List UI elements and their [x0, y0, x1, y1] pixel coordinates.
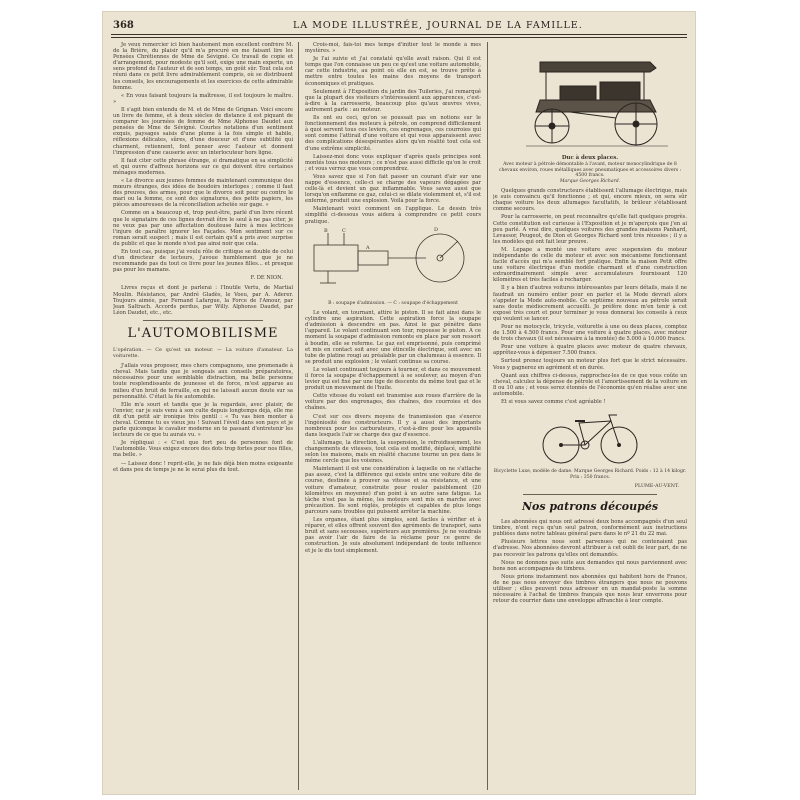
paragraph: Surtout prenez toujours un moteur plus fort que le strict nécessaire. Vous y gagnerez en agrément et en durée.	[493, 358, 687, 371]
section-lead: L'opération. — Ce qu'est un moteur. — La voiture d'amateur. La voiturette.	[113, 346, 293, 360]
paragraph: Il s'agit bien entendu de M. et de Mme de Grignan. Voici encore un livre de femme, et à deux siècles de distance il est piquant de comparer les journées de femme de Mme Alphonse Daudet aux pensées de Mme de Sévigné. Courtes notations d'un sentiment exquis, paysages saisis d'une plume à la fois simple et habile, réflexions délicates, sûres, d'une douceur et d'une subtilité qui charment, retiennent, font penser avec l'auteur et donnent l'impression d'une causerie avec un interlocuteur hors ligne.	[113, 106, 293, 156]
paragraph: Maintenant voici comment on l'applique. Le dessin très simplifié ci-dessous vous aidera à comprendre ce petit cours pratique.	[305, 206, 481, 225]
column-divider-2	[487, 42, 488, 790]
paragraph: « Le divorce aux jeunes femmes de maintenant communique des mœurs étranges, des idées de boudoirs interlopes ; comme il faut des preuves, des armes, pour que le divorce soit pour ou contre le mari ou la femme, ce sont des signatures, des petits papiers, les pièces amoureuses de la réconciliation achetée sur gage. »	[113, 177, 293, 209]
column-3	[493, 42, 687, 788]
car-illustration	[500, 42, 680, 154]
section-title-patrons: Nos patrons découpés	[521, 500, 659, 514]
paragraph: Seulement à l'Exposition du jardin des Tuileries, j'ai remarqué que la plupart des visiteurs s'intéressaient aux apparences, c'est-à-dire à la carrosserie, beaucoup plus qu'aux œuvres vives, autrement parle : au moteur.	[305, 88, 481, 113]
paragraph: Pour ne motocycle, tricycle, voiturette à une ou deux places, comptez de 1.500 à 4.500 francs. Pour une voiture à quatre places, avec moteur de trois chevaux (il est nécessaire à la montée) de 5.000 à 10.000 francs.	[493, 324, 687, 343]
paragraph: Pour une voiture à quatre places avec moteur de quatre chevaux, apprêtez-vous à dépenser 7.500 francs.	[493, 344, 687, 357]
paragraph: Maintenant il est une considération à laquelle on ne s'attache pas assez, c'est la différence qui existe entre une voiture dite de course, destinée à prouver sa vitesse et sa résistance, et une voiture d'amateur, construite pour rouler paisiblement (20 kilomètres en moyenne) d'un point à un autre sans fatigue. La tâche n'est pas la même, les moteurs sont mis en marche avec précaution. Ils sont réglés, protégés et capables de plus longs parcours sans troubles qui puissent arrêter la machine.	[305, 466, 481, 515]
header-rule-bottom	[111, 37, 687, 38]
paragraph: M. Lepape a monté une voiture avec suspension du moteur indépendante de celle du moteur et avec son mécanisme fonctionnant facile d'accès qui m'a semblé fort pratique. Enfin la maison Petit offre une voiture électrique d'un modèle charmant et d'une construction extraordinairement simple avec accumulateurs fournissant 120 kilomètres et très faciles à recharger.	[493, 246, 687, 284]
paragraph: Les organes, étant plus simples, sont faciles à vérifier et à réparer, et elles offrent souvent des agréments de transport, sans bruit et sans secousses, supérieurs aux premières. Je ne voudrais pas avoir l'air de faire de la réclame pour ce genre de construction. Je suis absolument indépendant de toute influence et je le dis tout simplement.	[305, 517, 481, 554]
paragraph: En tout cas, puisque j'ai voulu rôle de critique se double de celui d'un directeur de lecteurs, j'avoue humblement que je ne recommande pas du tout ce livre pour les jeunes filles... et presque pas pour les mamans.	[113, 249, 293, 274]
paragraph: Je répliquai : « C'est que fort peu de personnes font de l'automobile. Vous exigez encore des dots trop fortes pour nos filles, ma belle. »	[113, 440, 293, 459]
magazine-page	[103, 12, 695, 794]
car-caption	[493, 156, 687, 184]
engine-diagram-caption: B : soupape d'admission. — C : soupape d'échappement	[328, 300, 458, 306]
paragraph: Plusieurs lettres nous sont parvenues qui ne contenaient pas d'adresse. Nos abonnées devront attribuer à cet oubli de leur part, de ne pas recevoir les patrons qu'elles ont demandés.	[493, 539, 687, 558]
paragraph: Le volant, en tournant, attire le piston. Il se fait ainsi dans le cylindre une aspiration. Cette aspiration force la soupape d'admission à descendre en pas. Ainsi le gaz pénètre dans l'appareil. Le volant continuant son tour, repousse le piston. A ce moment la soupape d'admission remonte en place par son ressort à boudin, elle se referme. Le gaz est emprisonné, puis comprimé et mis en contact soit avec une étincelle électrique, soit avec un tube de platine rougi au préalable par un chalumeau à essence. Il se produit une explosion ; le volant continue sa course.	[305, 310, 481, 365]
paragraph: Le volant continuant toujours à tourner, et dans ce mouvement il force la soupape d'échappement à se soulever, au moyen d'un levier qui est fixé par une tige de descente du même tout gaz et le produit un mouvement de l'huile.	[305, 366, 481, 392]
svg-text:C: C	[342, 227, 346, 234]
bicycle-caption: Bicyclette Luxe, modèle de dame. Marque Georges Richard. Poids : 12 à 14 kilogr. Prix : 350 francs.	[493, 469, 687, 480]
paragraph: Et si vous savez comme c'est agréable !	[501, 399, 606, 406]
paragraph: Laissez-moi donc vous expliquer d'après quels principes sont montés tous nos moteurs ; ce n'est pas aussi difficile qu'on le croit ; et vous verrez que vous comprendrez.	[305, 153, 481, 172]
paragraph: Quelques grands constructeurs établissent l'allumage électrique, mais je suis convaincu qu'il fonctionne ; et qui, encore mieux, on sera sûr chaque voiture les deux allumages facultatifs, le brûleur s'établissant comme secours.	[493, 188, 687, 213]
paragraph: J'allais vous proposer, mes chers compagnons, une promenade à cheval. Mais tandis que je songeais aux conseils préparatoires, nécessaires pour une semblable distraction, ma belle personne toute resplendissante de jeunesse et de force, m'est apparue au milieu d'un bruit de ferraille, en qui ne laissait aucun doute sur sa personnalité. C'était la fée automobile.	[113, 363, 293, 400]
paragraph: Les abonnées qui nous ont adressé deux bons accompagnés d'un seul timbre, n'ont reçu qu'un seul patron, conformément aux instructions publiées dans notre tableau général paru dans le nº 21 du 22 mai.	[493, 519, 687, 538]
journal-title: LA MODE ILLUSTRÉE, JOURNAL DE LA FAMILLE.	[293, 20, 583, 31]
paragraph: Pour la carrosserie, on peut reconnaître qu'elle fait quelques progrès. Cette constitution est curieuse à l'Exposition et je m'aperçois que j'en ai peu parlé. A vrai dire, quelques voitures des grandes maisons Panhard, Levassor, Peugeot, de Dion et Georges Richard sont très réussies ; il y a les modèles qui ont fait leur preuve.	[493, 214, 687, 245]
paragraph: Crois-moi, fais-toi mes temps d'initier tout le monde à mes mystères. »	[305, 42, 481, 55]
paragraph: L'allumage, la direction, la suspension, le refroidissement, les changements de vitesses, tout cela est modifié, déplacé, simplifié selon les maisons, mais en réalité chacune tourne un peu dans le même cercle que les voisines.	[305, 439, 481, 465]
engine-diagram	[308, 227, 478, 299]
column-divider-1	[298, 42, 299, 790]
svg-text:B: B	[324, 227, 328, 234]
svg-text:A: A	[366, 244, 370, 251]
paragraph: Il faut citer cette phrase étrange, si dramatique en sa simplicité et qui ouvre d'affreux horizons sur ce qui doivent être certaines ménages modernes.	[113, 157, 293, 176]
header-rule-top	[111, 34, 687, 35]
paragraph: Elle m'a souri et tandis que je la regardais, avec plaisir, de l'envier, car je suis venu à son culte depuis longtemps déjà, elle me dit d'un petit air ironique très gentil : « Tu vas bien monter à cheval. Comme tu es vieux jeu ! Suivant l'éveil dans son pays et je parle quiconque le cavalier moderne en te passant d'entretenir les lecteurs de ce que tu aurais vu. »	[113, 401, 293, 439]
paragraph: Vous savez que si l'on fait passer un courant d'air sur une nappe d'essence, celle-ci se charge des vapeurs dégagées par celle-là et devient un gaz inflammable. Vous savez aussi que lorsqu'on enflamme ce gaz, celui-ci se dilate violemment et, s'il est enfermé, produit une explosion. Voilà pour la force.	[305, 173, 481, 205]
paragraph: Je l'ai suivie et j'ai constaté qu'elle avait raison. Qui il est temps que l'on connaisse un peu ce qu'est une voiture automobile, car cette industrie, au point où elle en est, se trouve prête à mettre entre toutes les mains des moyens de transport économiques et pratiques.	[305, 56, 481, 87]
svg-text:D: D	[434, 226, 439, 233]
paragraph: C'est sur ces divers moyens de transmission que s'exerce l'ingéniosité des constructeurs. Il y a aussi des importants nombreux pour les carburateurs, c'est-à-dire pour les appareils dans lesquels l'air se charge des gaz d'essence.	[305, 413, 481, 438]
paragraph: — Laissez donc ! reprit-elle, je ne fais déjà bien moins exigeante et dans peu de temps je ne le serai plus du tout.	[113, 460, 293, 473]
author-signature: PLUME-AU-VENT.	[634, 483, 679, 489]
section-divider	[523, 494, 657, 495]
paragraph: Quant aux chiffres ci-dessus, rapprochez-les de ce que vous coûte un cheval, calculez la dépense de pétrole et l'amortissement de la voiture en 8 ou 10 ans ; et vous serez étonnés de l'économie qu'en réalise avec une automobile.	[493, 372, 687, 397]
bicycle-illustration	[535, 407, 645, 467]
page-header	[103, 20, 695, 32]
paragraph: Nous prions instamment nos abonnées qui habitent hors de France, de ne pas nous envoyer des timbres étrangers que nous ne pouvons utiliser ; elles peuvent nous adresser en un mandat-poste la somme nécessaire à l'achat de timbres français que nous leur enverrons pour retour du courrier dans une enveloppe affranchie à leur compte.	[493, 573, 687, 605]
paragraph: Cette vitesse du volant est transmise aux roues d'arrière de la voiture par des engrenages, des chaînes, des courroies et des chaînes.	[305, 393, 481, 412]
paragraph: « En vous faisant toujours la maîtresse, il est toujours le maître. »	[113, 92, 293, 105]
section-title-automobilisme: L'AUTOMOBILISME	[127, 325, 279, 341]
paragraph: Il y a bien d'autres voitures intéressantes par leurs détails, mais il ne faudrait un numéro entier pour en parler et la Mode devrait alors s'appeler la Mode auto-mobile. Ce septième nouveau au pétrole serait sans doute médiocrement accueilli. Je préfère donc m'en tenir à cet exposé très court et pour terminer je vous donnerai les conseils à ceux qui veulent se lancer.	[493, 285, 687, 322]
author-signature: F. DE NION.	[250, 275, 283, 282]
page-number: 368	[113, 20, 134, 31]
paragraph: Ils ont eu ceci, qu'on se poussait pas en notions sur le fonctionnement des moteurs à pétrole, on comprend difficilement à quoi servent tous ces leviers, ces engrenages, ces courroies qui sont comme l'attirail d'une voiture et qui vous apparaissent avec des complications désespérantes alors qu'en réalité tout cela est d'une extrême simplicité.	[305, 115, 481, 152]
section-divider	[143, 320, 263, 321]
car-caption-brand: Marque Georges Richard.	[559, 178, 621, 184]
paragraph: Nous ne donnons pas suite aux demandes qui nous parviennent avec bons non accompagnés de timbres.	[493, 559, 687, 572]
car-caption-text: Avec moteur à pétrole démontable à l'avant, moteur monocylindrique de 8 chevaux environ, roues métalliques avec pneumatiques et accessoires divers : 4500 francs.	[498, 162, 682, 179]
column-2	[305, 42, 481, 788]
paragraph: Je veux remercier ici bien hautement mon excellent confrère M. de la Brière, du plaisir qu'il m'a procuré en me faisant lire les Pensées Chrétiennes de Mme de Sévigné. Ce travail de copie et d'arrangement, pour modeste qu'il soit, exige une main experte, un sens profond de l'auteur et de son temps, un goût sûr. Tout cela est réuni dans ce petit livre admirablement compris, où se distribuent les conseils, les encouragements et les exercices de cette admirable femme.	[113, 42, 293, 91]
received-books-note: Livres reçus et dont je parlerai : l'Inutile Vertu, de Martial Moulin. Résistance, par André Gladès, le Voeu, par A. Aderer. Toujours aimée, par Fernand Lafargue, la Force de l'Amour, par Jean Saltrach. Accords perdus, par Willy. Alphonse Daudet, par Léon Daudet, etc., etc.	[113, 285, 293, 316]
car-caption-title: Duc à deux places.	[561, 155, 619, 161]
column-1	[113, 42, 293, 788]
paragraph: Comme on a beaucoup et, trop peut-être, parlé d'un livre récent que le signataire de ces lignes devrait être le seul à ne pas citer, je ne veux pas par une affectation douteuse faire à mes lectrices l'injure de paraître ignorer les Façades. Mon sentiment sur ce roman serait suspect ; mais il est certain qu'il a pris avec surprise du public et que le monde n'est pas ainsi noir que cela.	[113, 210, 293, 247]
